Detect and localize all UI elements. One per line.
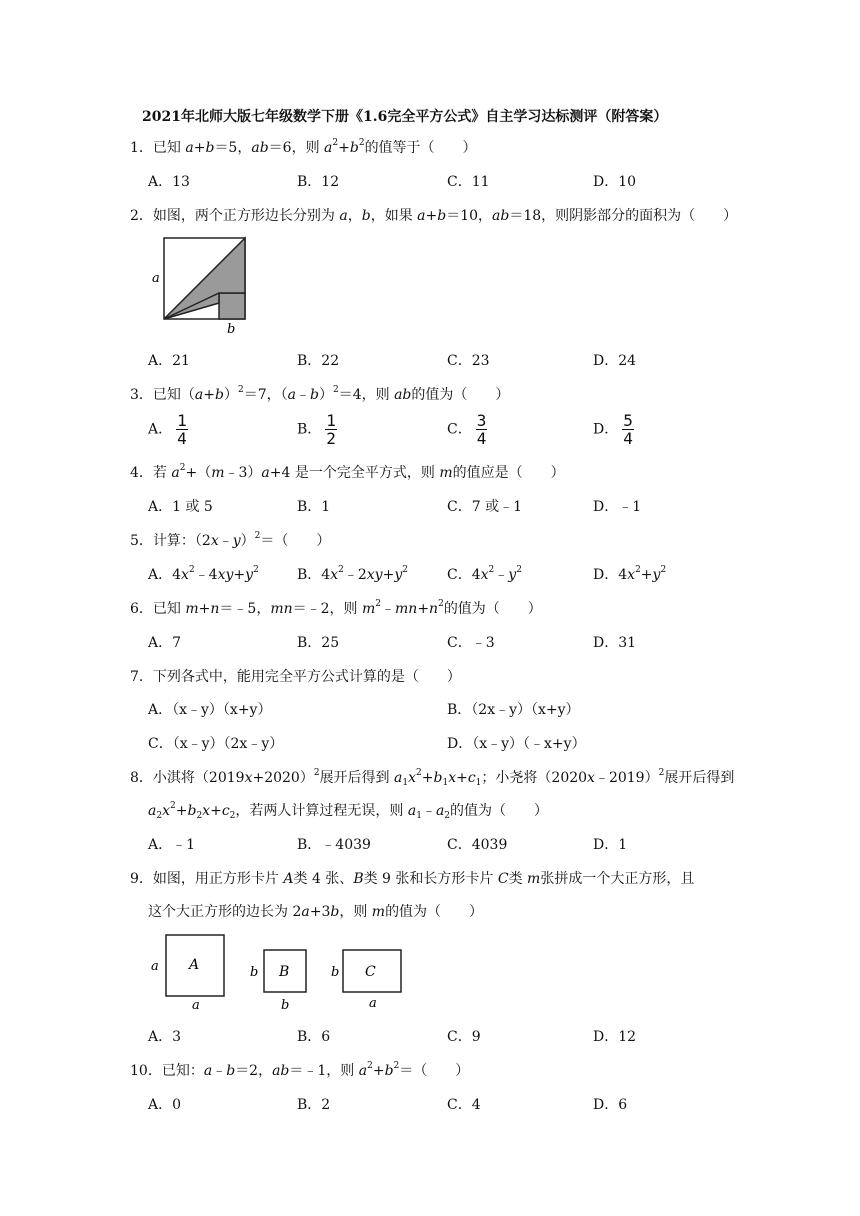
q6-option-a[interactable]: A．7 (148, 635, 182, 651)
q3-option-a[interactable]: A． $\frac{1}{4}$ (148, 411, 187, 448)
q10-option-c[interactable]: C．4 (447, 1097, 481, 1113)
q10-option-b[interactable]: B．2 (297, 1097, 331, 1113)
q2-option-c[interactable]: C．23 (447, 353, 490, 369)
q9-option-a[interactable]: A．3 (148, 1029, 182, 1045)
q3-option-d[interactable]: D． $\frac{5}{4}$ (593, 411, 633, 448)
small-square (219, 293, 245, 319)
question-1: 1．已知 a+b＝5，ab＝6，则 $a^2+b^2$的值等于（ ） (130, 138, 477, 156)
q2-squares-figure (148, 232, 253, 336)
q5-option-b[interactable]: B．$4x^2﹣2xy+y^2$ (297, 565, 408, 583)
q10-option-d[interactable]: D．6 (593, 1097, 628, 1113)
q6-option-d[interactable]: D．31 (593, 635, 637, 651)
card-c-bottom-label: a (369, 996, 377, 1011)
question-8-line-2: $a_2x^2+b_2x+c_2$，若两人计算过程无误，则 $a_1﹣a_2$的值为（ ） (148, 801, 549, 821)
question-5: 5．计算：（2x﹣y）$^2$＝（ ） (130, 531, 331, 549)
q1-option-c[interactable]: C．11 (447, 174, 490, 190)
question-8: 8．小淇将$(2019x+2020)^2$展开后得到 $a_1x^2+b_1x+c_1$；小尧将（2020x﹣2019）$^2$展开后得到 (130, 768, 735, 788)
q1-option-b[interactable]: B．12 (297, 174, 340, 190)
q3-option-b[interactable]: B． $\frac{1}{2}$ (297, 411, 336, 448)
q4-option-b[interactable]: B．1 (297, 499, 331, 515)
page-title: 2021年北师大版七年级数学下册《1.6完全平方公式》自主学习达标测评（附答案） (142, 109, 668, 125)
question-4: 4．若 $a^2+(m﹣3)a+4$ 是一个完全平方式，则 m的值应是（ ） (130, 463, 565, 481)
q8-option-b[interactable]: B．﹣4039 (297, 837, 371, 853)
q5-option-d[interactable]: D．$4x^2+y^2$ (593, 565, 667, 583)
q10-option-a[interactable]: A．0 (148, 1097, 182, 1113)
q3-option-c[interactable]: C． $\frac{3}{4}$ (447, 411, 487, 448)
card-a-side-label: a (151, 959, 159, 974)
q7-option-a[interactable]: A．（x﹣y）（x+y） (148, 702, 272, 718)
card-c-side-label: b (331, 965, 340, 980)
q4-option-a[interactable]: A．1 或 5 (148, 499, 213, 515)
card-a-label: A (189, 957, 200, 973)
q8-option-c[interactable]: C．4039 (447, 837, 508, 853)
question-2: 2．如图，两个正方形边长分别为 a，b，如果 a+b＝10，ab＝18，则阴影部分的面积为（ ） (130, 208, 738, 224)
q5-option-a[interactable]: A．$4x^2﹣4xy+y^2$ (148, 565, 259, 583)
q6-option-b[interactable]: B．25 (297, 635, 340, 651)
q2-option-a[interactable]: A．21 (148, 353, 190, 369)
q7-option-d[interactable]: D．（x﹣y）（﹣x+y） (447, 736, 586, 752)
q9-option-b[interactable]: B．6 (297, 1029, 331, 1045)
question-7: 7．下列各式中，能用完全平方公式计算的是（ ） (130, 669, 461, 685)
card-c-label: C (365, 964, 376, 980)
card-b-bottom-label: b (281, 998, 290, 1012)
q8-option-a[interactable]: A．﹣1 (148, 837, 196, 853)
q1-option-d[interactable]: D．10 (593, 174, 637, 190)
q4-option-d[interactable]: D．﹣1 (593, 499, 642, 515)
q9-option-c[interactable]: C．9 (447, 1029, 481, 1045)
card-b-label: B (279, 964, 290, 980)
label-a: a (152, 271, 160, 286)
q7-option-c[interactable]: C．（x﹣y）（2x﹣y） (148, 736, 284, 752)
question-9: 9．如图，用正方形卡片 A类 4 张、B类 9 张和长方形卡片 C类 m张拼成一个大正方形，且 (130, 871, 695, 887)
q1-option-a[interactable]: A．13 (148, 174, 190, 190)
label-b: b (227, 322, 236, 336)
q5-option-c[interactable]: C．$4x^2﹣y^2$ (447, 565, 522, 583)
q2-option-b[interactable]: B．22 (297, 353, 340, 369)
q8-option-d[interactable]: D．1 (593, 837, 628, 853)
question-3: 3．已知$(a+b)^2=7$，（a﹣b）$^2$＝4，则 ab的值为（ ） (130, 385, 510, 403)
question-10: 10．已知：a﹣b＝2，ab＝﹣1，则 $a^2+b^2=$（ ） (130, 1061, 470, 1079)
q2-option-d[interactable]: D．24 (593, 353, 637, 369)
question-6: 6．已知 m+n＝﹣5，mn＝﹣2，则 $m^2﹣mn+n^2$的值为（ ） (130, 599, 542, 617)
q9-option-d[interactable]: D．12 (593, 1029, 637, 1045)
q6-option-c[interactable]: C．﹣3 (447, 635, 495, 651)
q4-option-c[interactable]: C．7 或﹣1 (447, 499, 522, 515)
card-a-bottom-label: a (192, 998, 200, 1012)
q9-cards-figure (148, 930, 413, 1012)
question-9-line-2: 这个大正方形的边长为 2a+3b，则 m的值为（ ） (148, 904, 484, 920)
card-b-side-label: b (250, 965, 259, 980)
q7-option-b[interactable]: B．（2x﹣y）（x+y） (447, 702, 580, 718)
